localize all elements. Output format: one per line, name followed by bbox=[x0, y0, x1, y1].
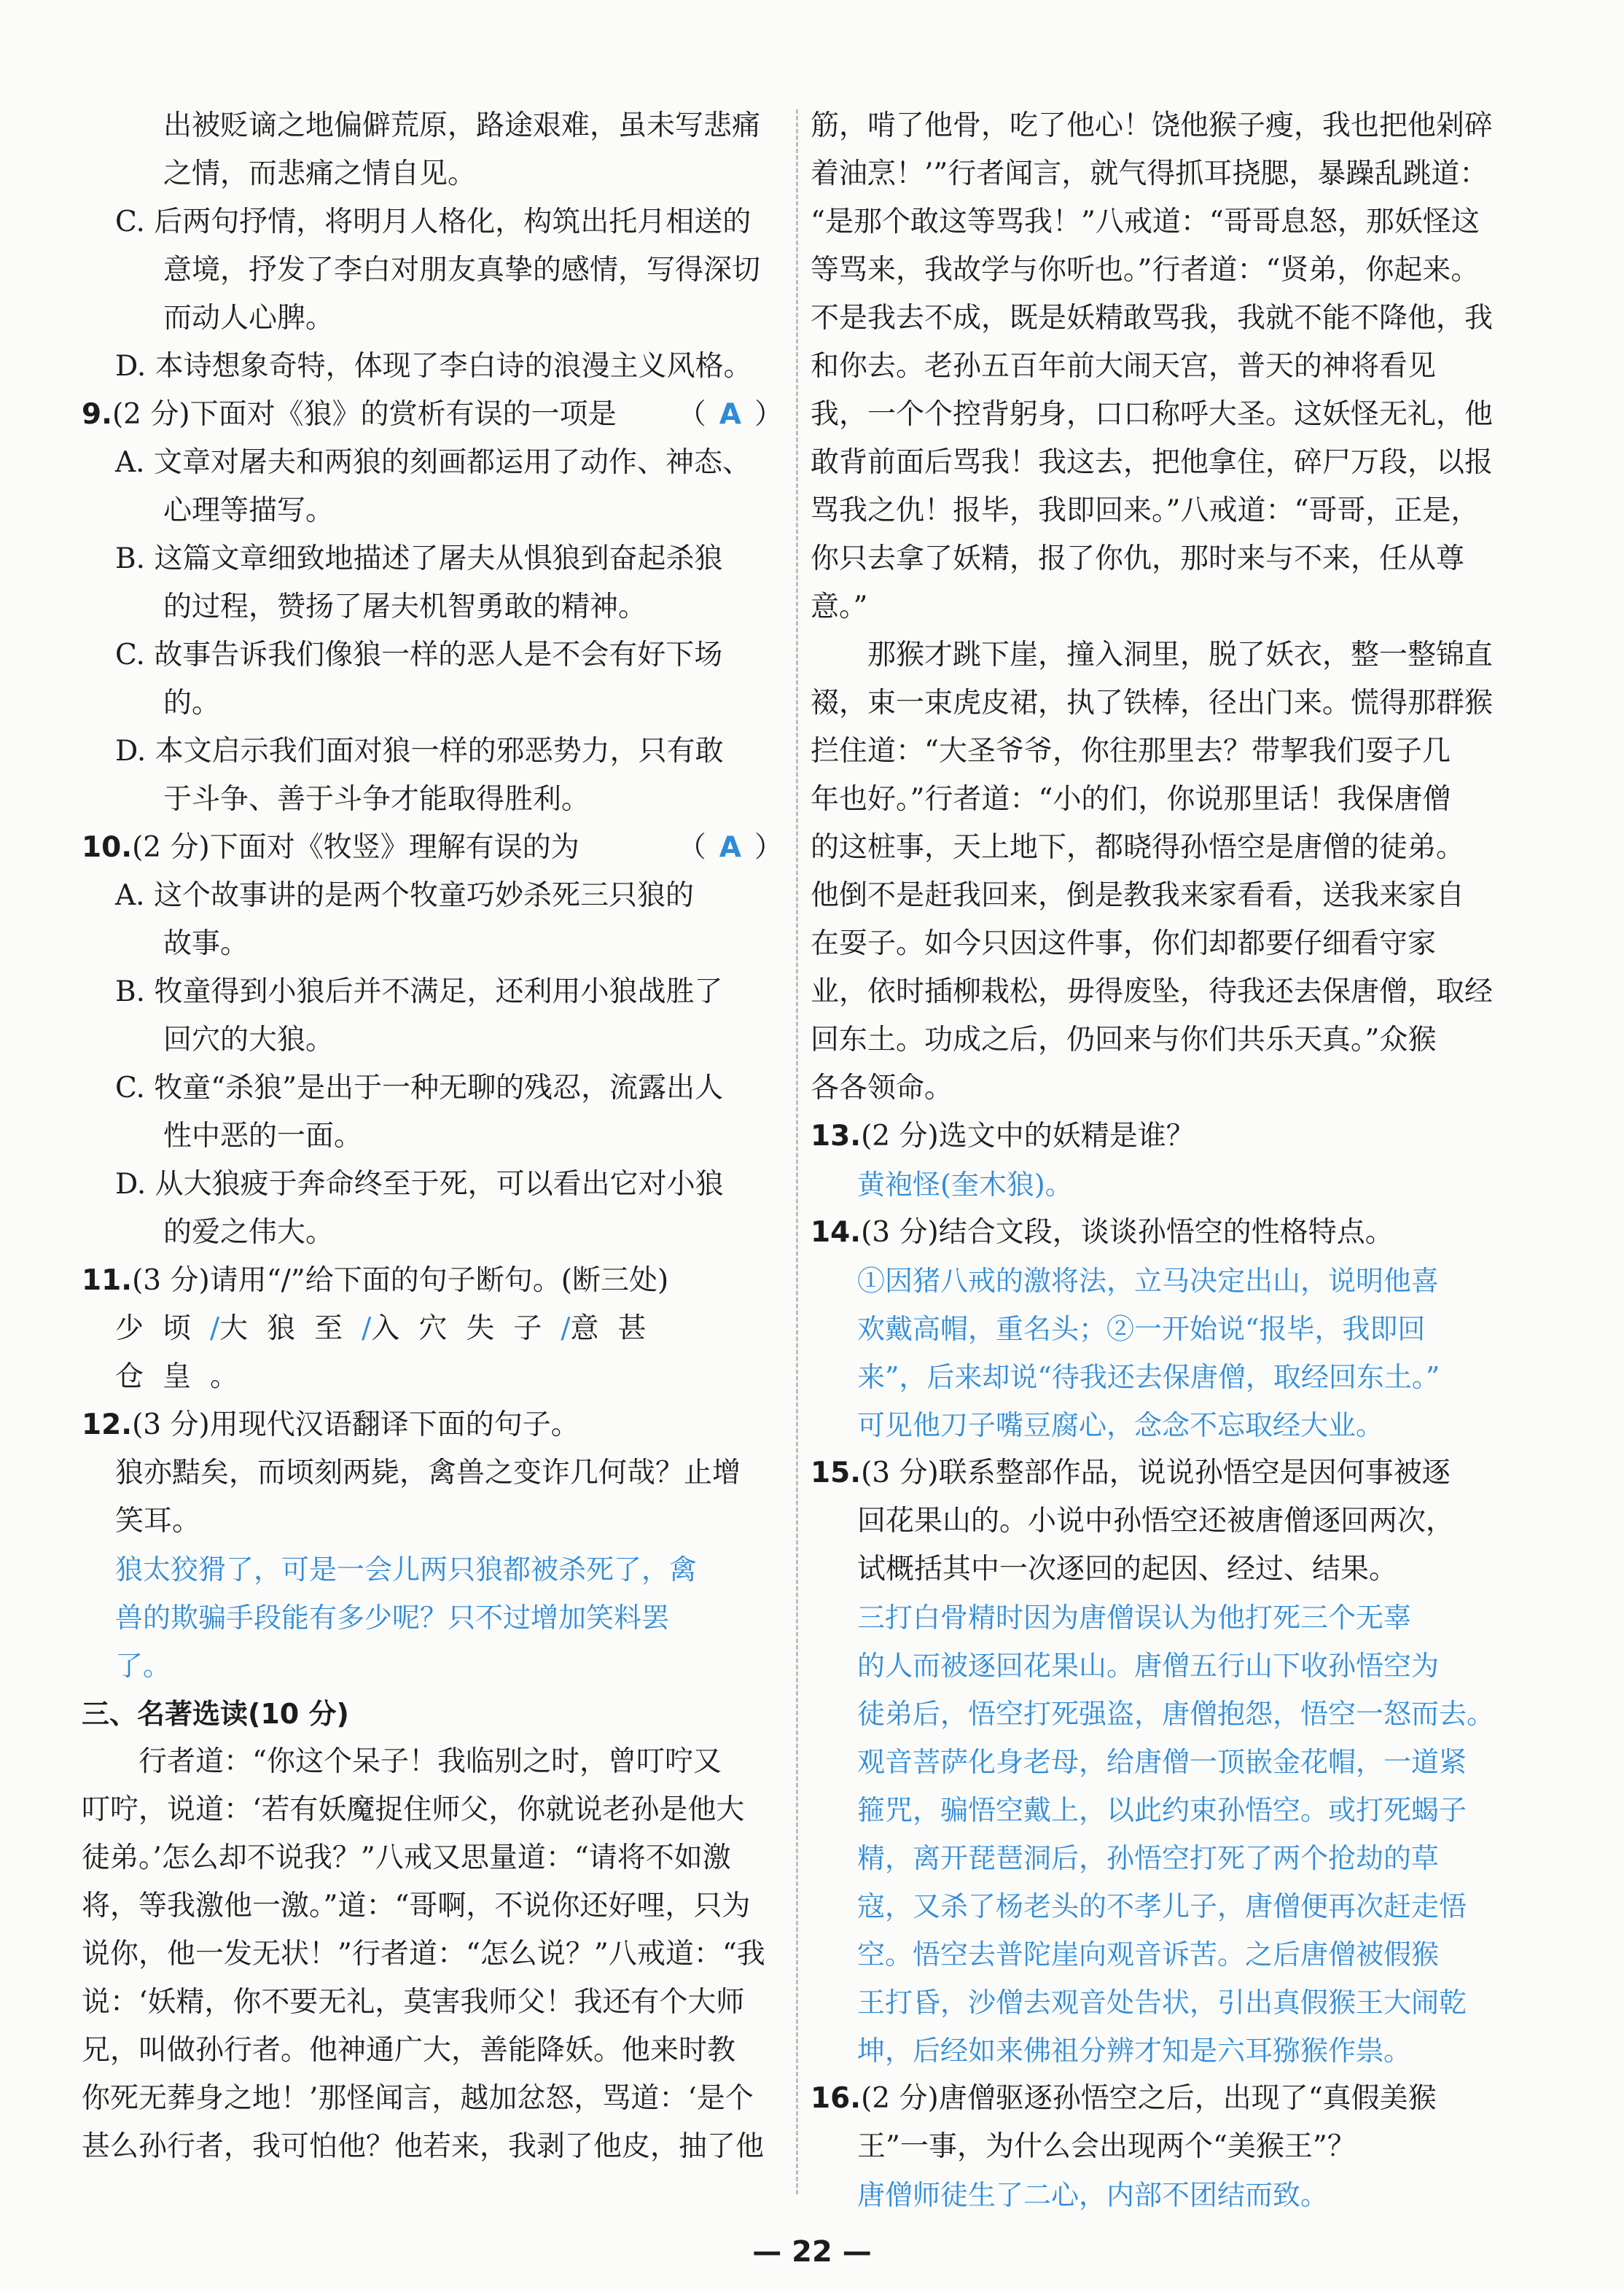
question-16: 16.(2 分)唐僧驱逐孙悟空之后，出现了“真假美猴 王”一事，为什么会出现两个“美猴王”？ 唐僧师徒生了二心，内部不团结而致。 bbox=[811, 2075, 1510, 2219]
question-stem: (3 分)结合文段，谈谈孙悟空的性格特点。 bbox=[861, 1216, 1394, 1249]
question-stem: (3 分)联系整部作品，说说孙悟空是因何事被逐 bbox=[861, 1457, 1451, 1489]
option-a: A. 这个故事讲的是两个牧童巧妙杀死三只狼的 故事。 bbox=[115, 879, 694, 960]
q8-option-c: C. 后两句抒情，将明月人格化，构筑出托月相送的 意境，抒发了李白对朋友真挚的感情，写得深切 而动人心脾。 bbox=[115, 206, 761, 335]
answer-text: 唐僧师徒生了二心，内部不团结而致。 bbox=[857, 2179, 1329, 2211]
question-stem: (2 分)唐僧驱逐孙悟空之后，出现了“真假美猴 bbox=[861, 2082, 1437, 2115]
question-number: 13. bbox=[811, 1120, 862, 1153]
question-9 bbox=[82, 391, 783, 824]
break-mark: / bbox=[561, 1312, 571, 1345]
answer-bracket: （ A ） bbox=[677, 398, 783, 431]
option-c: C. 故事告诉我们像狼一样的恶人是不会有好下场 的。 bbox=[115, 639, 723, 720]
answer-text: 狼太狡猾了，可是一会儿两只狼都被杀死了，禽 兽的欺骗手段能有多少呢？只不过增加笑料罢 了。 bbox=[115, 1554, 698, 1682]
excerpt-paragraph-2: 那猴才跳下崖，撞入洞里，脱了妖衣，整一整锦直 裰，束一束虎皮裙，执了铁棒，径出门来。慌得那群猴 拦住道：“大圣爷爷，你往那里去？带挈我们耍子几 年也好。”行者道：“小的们，你说那里话！我保唐僧 的这桩事，天上地下，都晓得孙悟空是唐僧的徒弟。 他倒不是赶我回来，倒是教我来家看看，送我来家自 在耍子。如今只因这件事，你们却都要仔细看守家 业，依时插柳栽松，毋得废坠，待我还去保唐僧，取经 回东土。功成之后，仍回来与你们共乐天真。”众猴 各各领命。 bbox=[811, 639, 1494, 1104]
page-number: — 22 — bbox=[752, 2235, 872, 2269]
answer-text: 黄袍怪(奎木狼)。 bbox=[857, 1169, 1073, 1201]
excerpt-passage: 行者道：“你这个呆子！我临别之时，曾叮咛又 叮咛，说道：‘若有妖魔捉住师父，你就说老孙是他大 徒弟。’怎么却不说我？”八戒又思量道：“请将不如激 将，等我激他一激。”道：“哥啊，不说你还好哩，只为 说你，他一发无状！”行者道：“怎么说？”八戒道：“我 说：‘妖精，你不要无礼，莫害我师父！我还有个大师 兄，叫做孙行者。他神通广大，善能降妖。他来时教 你死无葬身之地！’那怪闻言，越加忿怒，骂道：‘是个 甚么孙行者，我可怕他？他若来，我剥了他皮，抽了他 bbox=[82, 1745, 765, 2163]
answer-text: ①因猪八戒的激将法，立马决定出山，说明他喜 欢戴高帽，重名头；②一开始说“报毕，我即回 来”，后来却说“待我还去保唐僧，取经回东土。” 可见他刀子嘴豆腐心，念念不忘取经大业。 bbox=[857, 1265, 1440, 1441]
question-12 bbox=[82, 1401, 783, 1690]
q8-option-b-tail: 出被贬谪之地偏僻荒原，路途艰难，虽未写悲痛 之情，而悲痛之情自见。 bbox=[163, 109, 761, 190]
question-number: 11. bbox=[82, 1264, 133, 1297]
question-stem: (3 分)请用“/”给下面的句子断句。(断三处) bbox=[132, 1264, 669, 1297]
section-heading: 三、名著选读(10 分) bbox=[82, 1698, 349, 1730]
option-b: B. 这篇文章细致地描述了屠夫从惧狼到奋起杀狼 的过程，赞扬了屠夫机智勇敢的精神。 bbox=[115, 542, 723, 623]
answer-bracket: （ A ） bbox=[677, 831, 783, 864]
sentence-with-breaks: 少顷/大狼至/入穴失子/意甚 bbox=[115, 1312, 665, 1345]
question-stem: (2 分)下面对《牧竖》理解有误的为 bbox=[132, 831, 579, 864]
question-stem: (3 分)用现代汉语翻译下面的句子。 bbox=[132, 1408, 579, 1441]
right-column bbox=[811, 102, 1510, 2219]
question-number: 9. bbox=[82, 398, 112, 431]
option-d: D. 从大狼疲于奔命终至于死，可以看出它对小狼 的爱之伟大。 bbox=[115, 1168, 724, 1249]
question-number: 10. bbox=[82, 831, 133, 864]
option-b: B. 牧童得到小狼后并不满足，还利用小狼战胜了 回穴的大狼。 bbox=[115, 975, 723, 1056]
option-a: A. 文章对屠夫和两狼的刻画都运用了动作、神态、 心理等描写。 bbox=[115, 446, 751, 527]
source-sentence: 狼亦黠矣，而顷刻两毙，禽兽之变诈几何哉？止增 笑耳。 bbox=[115, 1457, 741, 1537]
excerpt-passage-continued: 筋，啃了他骨，吃了他心！饶他猴子瘦，我也把他剁碎 着油烹！’”行者闻言，就气得抓耳挠腮，暴躁乱跳道： “是那个敢这等骂我！”八戒道：“哥哥息怒，那妖怪这 等骂来，我故学与你听也。”行者道：“贤弟，你起来。 不是我去不成，既是妖精敢骂我，我就不能不降他，我 和你去。老孙五百年前大闹天宫，普天的神将看见 我，一个个控背躬身，口口称呼大圣。这妖怪无礼，他 敢背前面后骂我！我这去，把他拿住，碎尸万段，以报 骂我之仇！报毕，我即回来。”八戒道：“哥哥，正是， 你只去拿了妖精，报了你仇，那时来与不来，任从尊 意。” bbox=[811, 109, 1494, 623]
answer-letter: A bbox=[719, 398, 741, 431]
break-mark: / bbox=[210, 1312, 220, 1345]
question-number: 14. bbox=[811, 1216, 862, 1249]
question-14 bbox=[811, 1209, 1510, 1449]
question-13 bbox=[811, 1112, 1510, 1209]
left-column bbox=[82, 102, 783, 2171]
question-stem: (2 分)下面对《狼》的赏析有误的一项是 bbox=[112, 398, 617, 431]
answer-letter: A bbox=[719, 831, 741, 864]
question-stem: (2 分)选文中的妖精是谁？ bbox=[861, 1120, 1195, 1153]
question-11: 11.(3 分)请用“/”给下面的句子断句。(断三处) 少顷/大狼至/入穴失子/意甚 仓皇。 bbox=[82, 1257, 783, 1401]
answer-text: 三打白骨精时因为唐僧误认为他打死三个无辜 的人而被逐回花果山。唐僧五行山下收孙悟空为 徒弟后，悟空打死强盗，唐僧抱怨，悟空一怒而去。 观音菩萨化身老母，给唐僧一顶嵌金花帽，一道紧 箍咒，骗悟空戴上，以此约束孙悟空。或打死蝎子 精，离开琵琶洞后，孙悟空打死了两个抢劫的草 寇，又杀了杨老头的不孝儿子，唐僧便再次赶走悟 空。悟空去普陀崖向观音诉苦。之后唐僧被假猴 王打昏，沙僧去观音处告状，引出真假猴王大闹乾 坤，后经如来佛祖分辨才知是六耳猕猴作祟。 bbox=[857, 1602, 1495, 2067]
option-c: C. 牧童“杀狼”是出于一种无聊的残忍，流露出人 性中恶的一面。 bbox=[115, 1072, 724, 1153]
question-10 bbox=[82, 824, 783, 1257]
column-divider bbox=[796, 109, 798, 2194]
question-number: 12. bbox=[82, 1408, 133, 1441]
question-15: 15.(3 分)联系整部作品，说说孙悟空是因何事被逐 回花果山的。小说中孙悟空还被唐僧逐回两次， 试概括其中一次逐回的起因、经过、结果。 三打白骨精时因为唐僧误认为他打死三个无辜 的人而被逐回花果山。唐僧五行山下收孙悟空为 徒弟后，悟空打死强盗，唐僧抱怨，悟空一怒而去。 观音菩萨化身老母，给唐僧一顶嵌金花帽，一道紧 箍咒，骗悟空戴上，以此约束孙悟空。或打死蝎子 精，离开琵琶洞后，孙悟空打死了两个抢劫的草 寇，又杀了杨老头的不孝儿子，唐僧便再次赶走悟 空。悟空去普陀崖向观音诉苦。之后唐僧被假猴 王打昏，沙僧去观音处告状，引出真假猴王大闹乾 坤，后经如来佛祖分辨才知是六耳猕猴作祟。 bbox=[811, 1449, 1510, 2075]
question-number: 15. bbox=[811, 1457, 862, 1489]
q8-option-d: D. 本诗想象奇特，体现了李白诗的浪漫主义风格。 bbox=[115, 350, 752, 383]
question-number: 16. bbox=[811, 2082, 862, 2115]
option-d: D. 本文启示我们面对狼一样的邪恶势力，只有敢 于斗争、善于斗争才能取得胜利。 bbox=[115, 735, 724, 816]
break-mark: / bbox=[362, 1312, 372, 1345]
